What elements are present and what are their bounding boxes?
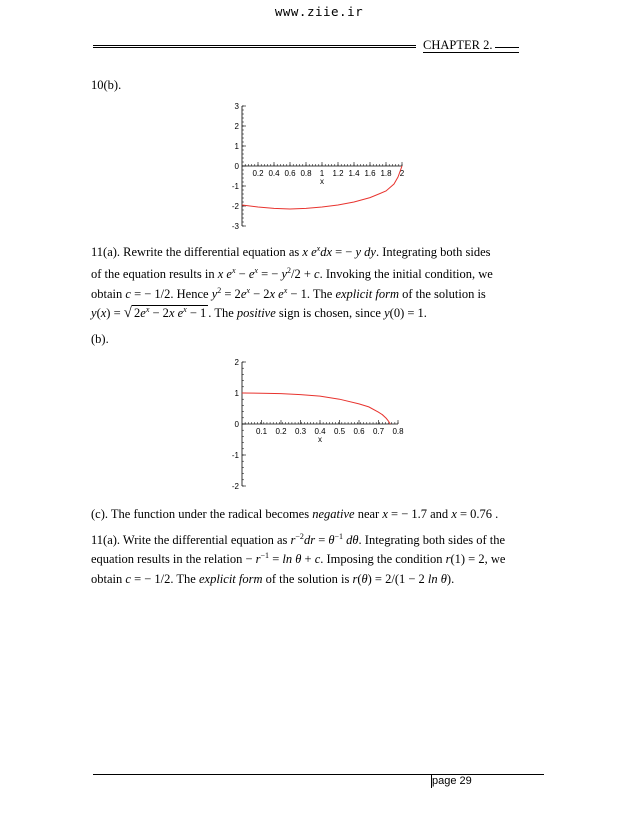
x-tick-label: 0.8 — [300, 169, 312, 178]
y-tick-label: -1 — [231, 451, 239, 460]
watermark: www.ziie.ir — [274, 4, 364, 19]
x-tick-label: 0.6 — [284, 169, 296, 178]
y-tick-label: -3 — [231, 222, 239, 231]
header-rule — [93, 47, 416, 48]
y-tick-label: 2 — [234, 122, 239, 131]
y-tick-label: 0 — [234, 162, 239, 171]
x-tick-label: 0.8 — [392, 427, 404, 436]
x-tick-label: 0.6 — [353, 427, 365, 436]
header-rule — [495, 47, 519, 48]
header-rule — [93, 45, 416, 46]
x-tick-label: 0.4 — [314, 427, 326, 436]
x-tick-label: 1.4 — [348, 169, 360, 178]
formula: c — [125, 572, 131, 586]
x-axis-label: x — [318, 435, 322, 444]
x-axis-label: x — [320, 177, 324, 186]
formula: c — [125, 287, 131, 301]
problem-11a2-line3: obtain c = − 1/2. The explicit form of the solution is r(θ) = 2/(1 − 2 ln θ). — [91, 572, 455, 586]
formula: x $e^x$ — [217, 266, 236, 281]
problem-11a-line2: of the equation results in x $e^x - e^x$ = − $y^2/2 + c$. Invoking the initial condition, we — [91, 266, 493, 281]
problem-10b-label: 10(b). — [91, 78, 122, 92]
formula: y — [91, 306, 97, 320]
y-tick-label: 2 — [234, 358, 239, 367]
plot-11b — [220, 355, 420, 492]
formula: x $e^xdx$ — [302, 244, 332, 259]
problem-11a2-line2: equation results in the relation − $r^{-1} = \ln \theta + c$. Imposing the condition r(1) = 2, we — [91, 551, 506, 566]
page-number: page 29 — [432, 775, 472, 787]
x-tick-label: 0.3 — [294, 427, 307, 436]
footer-rule — [93, 774, 544, 775]
y-tick-label: 3 — [234, 102, 239, 111]
x-tick-label: 0.5 — [333, 427, 346, 436]
problem-11a-line3: obtain c = − 1/2. Hence $y^2 = 2e^x - 2x$ $e^x - 1$. The explicit form of the solution is — [91, 286, 486, 301]
series-line — [242, 393, 390, 424]
formula: r — [290, 533, 296, 547]
x-tick-label: 0.1 — [255, 427, 268, 436]
problem-11c-line: (c). The function under the radical becomes negative near x = − 1.7 and x = 0.76 . — [91, 507, 499, 521]
y-tick-label: 0 — [234, 420, 239, 429]
y-tick-label: 1 — [234, 389, 239, 398]
problem-11a-line4: y(x) = √ $2e^x - 2x$ $e^x - 1$ . The positive sign is chosen, since y(0) = 1. — [91, 305, 427, 321]
x-tick-label: 0.4 — [268, 169, 280, 178]
y-tick-label: 1 — [234, 142, 239, 151]
problem-11a-line1: 11(a). Rewrite the differential equation as x $e^xdx$ = − y dy. Integrating both sides — [91, 244, 491, 259]
x-tick-label: 0.2 — [275, 427, 287, 436]
x-tick-label: 2 — [399, 169, 405, 178]
y-tick-label: -2 — [231, 482, 239, 491]
problem-11b-label: (b). — [91, 332, 109, 346]
x-tick-label: 0.7 — [372, 427, 385, 436]
x-tick-label: 0.2 — [252, 169, 264, 178]
header-rule — [423, 52, 519, 53]
x-tick-label: 1.2 — [332, 169, 344, 178]
plot-10b — [220, 100, 420, 232]
x-tick-label: 1.6 — [364, 169, 376, 178]
chapter-heading: CHAPTER 2. — [423, 38, 493, 52]
y-tick-label: -2 — [231, 202, 239, 211]
problem-11a2-line1: 11(a). Write the differential equation as $r^{-2}dr = \theta^{-1}$ dθ. Integrating both sides of the — [91, 532, 506, 547]
x-tick-label: 1 — [319, 169, 325, 178]
y-tick-label: -1 — [231, 182, 239, 191]
x-tick-label: 1.8 — [380, 169, 392, 178]
